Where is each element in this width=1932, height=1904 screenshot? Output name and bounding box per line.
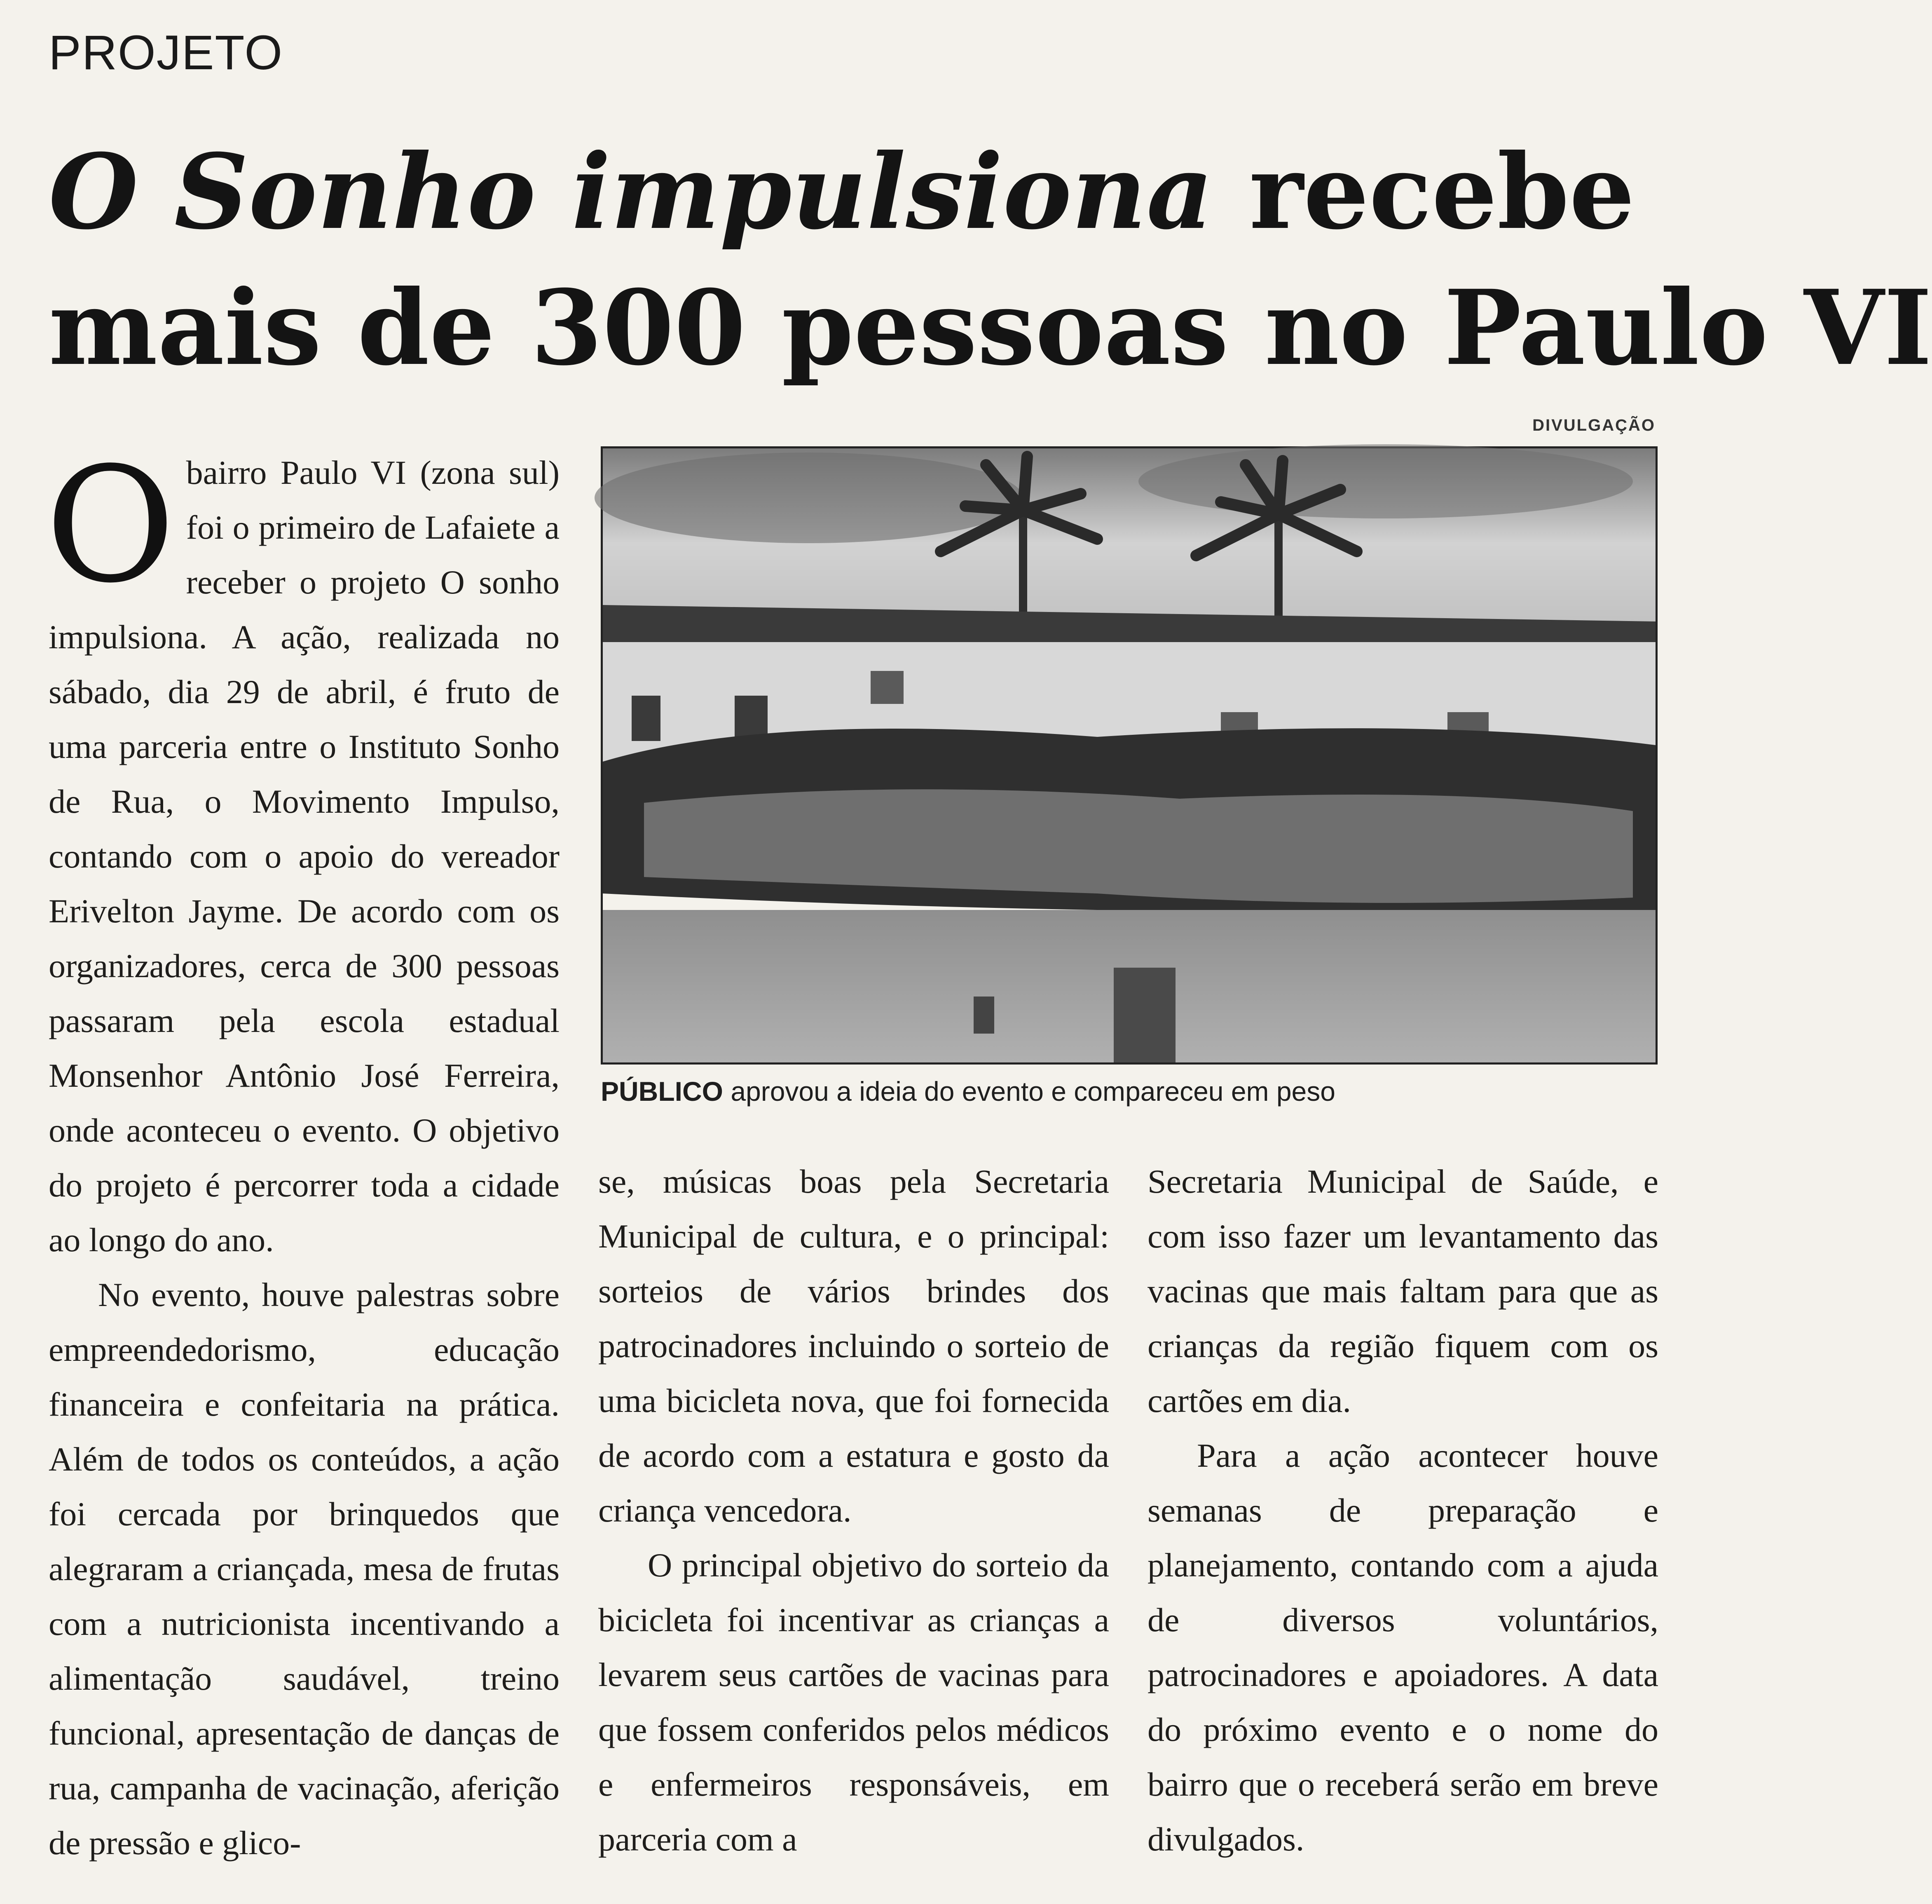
- drop-cap: O: [45, 433, 176, 618]
- headline-italic: O Sonho impulsiona: [49, 131, 1213, 252]
- group-photo-image: [603, 448, 1656, 1062]
- headline-line-1: [49, 124, 1680, 260]
- article-column-3: [1147, 1154, 1658, 1866]
- paragraph-2-part-1: No evento, houve palestras sobre empreendedorismo, educação financeira e confeitaria na prática. Além de todos os conteúdos, a ação foi cercada por brinquedos que alegraram a criançada, mesa de frutas com a nutricionista incentivando a alimentação saudável, treino funcional, apresentação de danças de rua, campanha de vacinação, aferição de pressão e glico-: [49, 1276, 560, 1862]
- section-label: PROJETO: [49, 26, 283, 80]
- photo-credit: DIVULGAÇÃO: [1532, 416, 1656, 434]
- caption-text: aprovou a ideia do evento e compareceu em peso: [723, 1076, 1335, 1107]
- paragraph-3-part-2: Secretaria Municipal de Saúde, e com isso fazer um levantamento das vacinas que mais faltam para que as crianças da região fiquem com os cartões em dia.: [1147, 1163, 1658, 1419]
- photo-caption: [601, 1076, 1672, 1107]
- paragraph-1-text: bairro Paulo VI (zona sul) foi o primeiro de Lafaiete a receber o projeto O sonho impulsiona. A ação, realizada no sábado, dia 29 de abril, é fruto de uma parceria entre o Instituto Sonho de Rua, o Movimento Impulso, contando com o apoio do vereador Erivelton Jayme. De acordo com os organizadores, cerca de 300 pessoas passaram pela escola estadual Monsenhor Antônio José Ferreira, onde aconteceu o evento. O objetivo do projeto é percorrer toda a cidade ao longo do ano.: [49, 454, 560, 1259]
- headline-line-2: mais de 300 pessoas no Paulo VI: [49, 267, 1932, 388]
- article-column-2: [598, 1154, 1109, 1866]
- headline: [49, 124, 1932, 396]
- article-column-1: [45, 433, 560, 1870]
- headline-rest: recebe: [1213, 131, 1635, 252]
- paragraph-3-part-1: O principal objetivo do sorteio da bicicleta foi incentivar as crianças a levarem seus cartões de vacinas para que fossem conferidos pelos médicos e enfermeiros responsáveis, em parceria com a: [598, 1546, 1109, 1858]
- caption-lead: PÚBLICO: [601, 1076, 723, 1107]
- paragraph-2-part-2: se, músicas boas pela Secretaria Municipal de cultura, e o principal: sorteios de vários brindes dos patrocinadores incluindo o sorteio de uma bicicleta nova, que foi fornecida de acordo com a estatura e gosto da criança vencedora.: [598, 1163, 1109, 1529]
- event-photo: [601, 446, 1658, 1065]
- paragraph-1: [45, 433, 560, 1267]
- paragraph-4: Para a ação acontecer houve semanas de preparação e planejamento, contando com a ajuda de diversos voluntários, patrocinadores e apoiadores. A data do próximo evento e o nome do bairro que o receberá serão em breve divulgados.: [1147, 1437, 1658, 1858]
